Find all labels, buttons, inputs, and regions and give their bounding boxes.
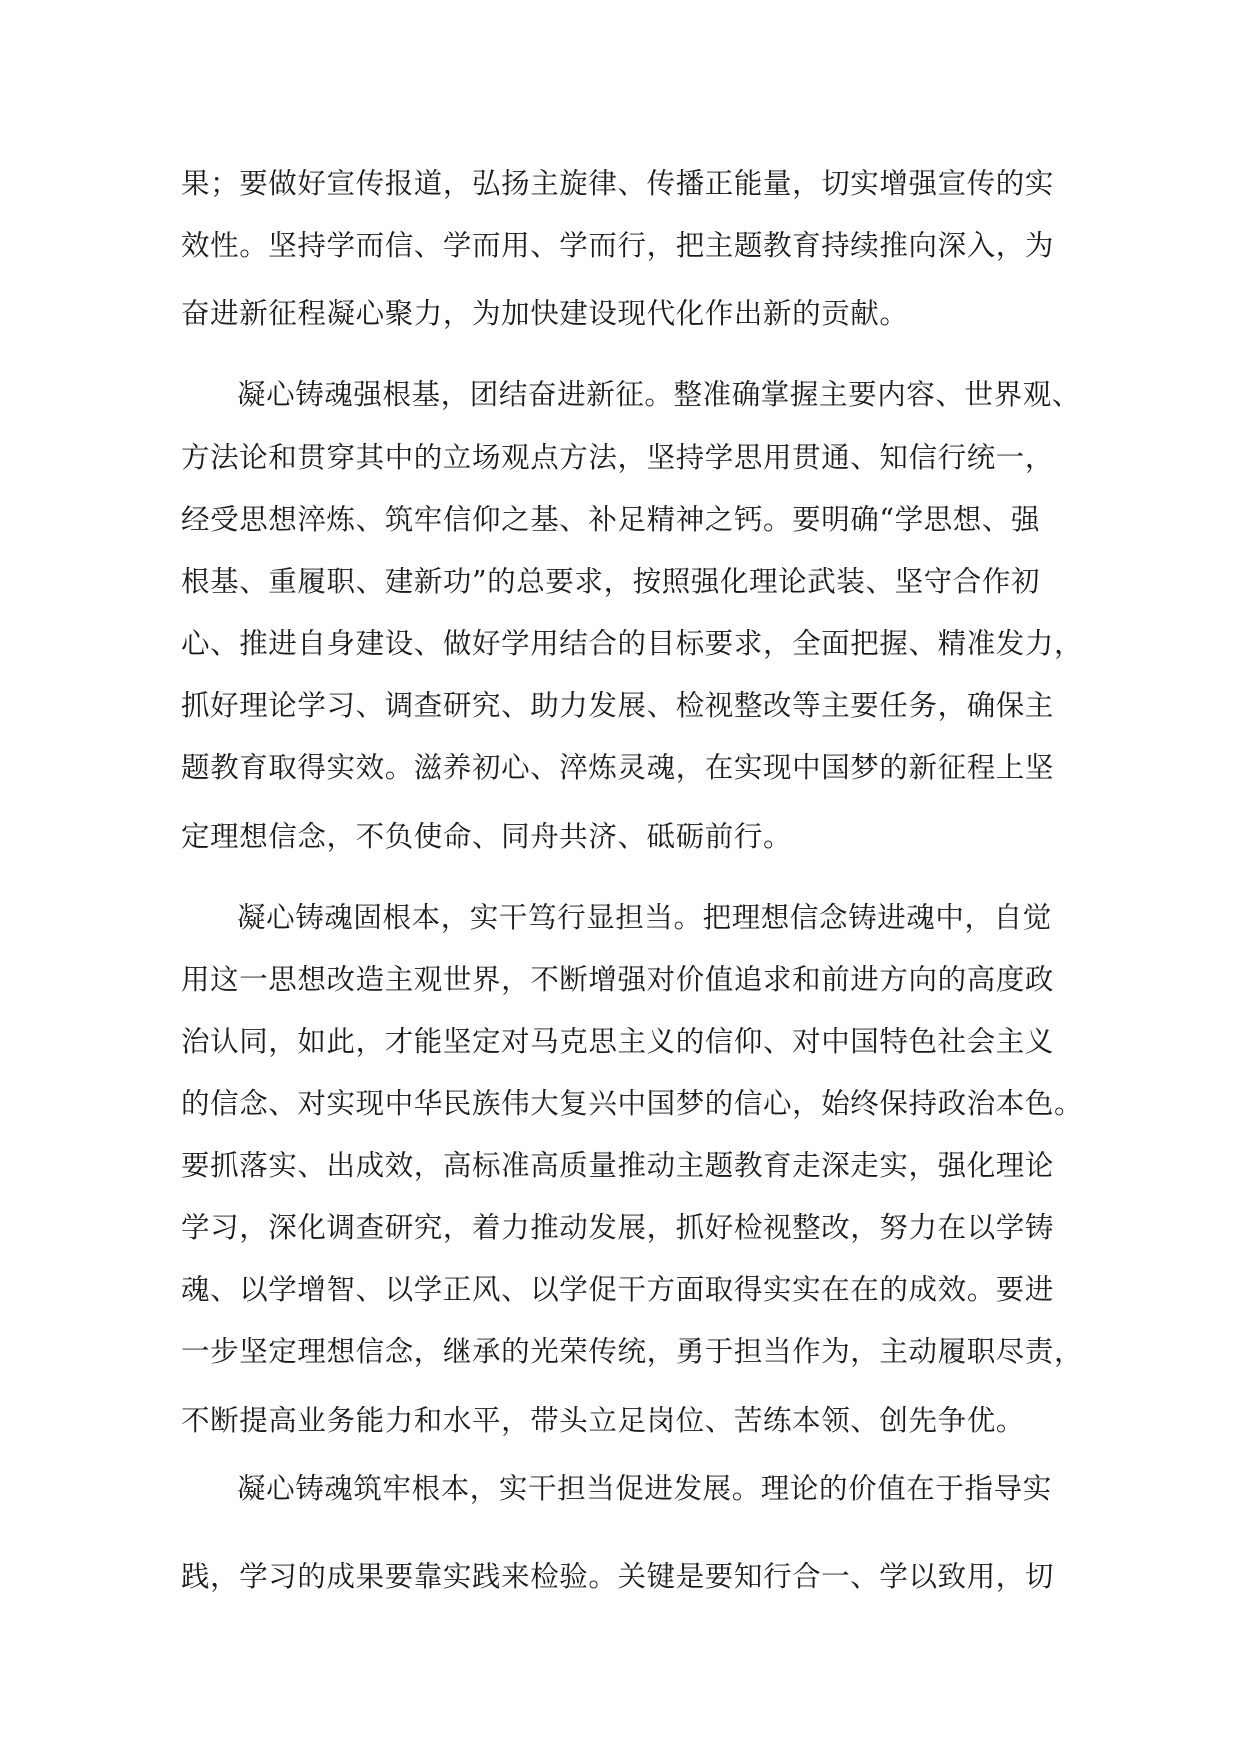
text-line: 果；要做好宣传报道，弘扬主旋律、传播正能量，切实增强宣传的实: [181, 167, 1055, 200]
text-line: 奋进新征程凝心聚力，为加快建设现代化作出新的贡献。: [181, 297, 909, 330]
text-line: 效性。坚持学而信、学而用、学而行，把主题教育持续推向深入，为: [181, 229, 1055, 262]
text-line: 要抓落实、出成效，高标准高质量推动主题教育走深走实，强化理论: [181, 1149, 1055, 1182]
text-line: 题教育取得实效。滋养初心、淬炼灵魂，在实现中国梦的新征程上坚: [181, 751, 1055, 784]
text-line: 经受思想淬炼、筑牢信仰之基、补足精神之钙。要明确“学思想、强: [181, 503, 1041, 536]
text-line: 学习，深化调查研究，着力推动发展，抓好检视整改，努力在以学铸: [181, 1211, 1055, 1244]
paragraph-first-line: 凝心铸魂固根本，实干笃行显担当。把理想信念铸进魂中，自觉: [237, 901, 1052, 934]
text-line: 心、推进自身建设、做好学用结合的目标要求，全面把握、精准发力，: [181, 627, 1084, 660]
text-line: 魂、以学增智、以学正风、以学促干方面取得实实在在的成效。要进: [181, 1273, 1055, 1306]
paragraph-first-line: 凝心铸魂强根基，团结奋进新征。整准确掌握主要内容、世界观、: [237, 378, 1081, 411]
text-line: 践，学习的成果要靠实践来检验。关键是要知行合一、学以致用，切: [181, 1560, 1055, 1593]
text-line: 根基、重履职、建新功”的总要求，按照强化理论武装、坚守合作初: [181, 565, 1041, 598]
text-line: 一步坚定理想信念，继承的光荣传统，勇于担当作为，主动履职尽责，: [181, 1335, 1084, 1368]
paragraph-first-line: 凝心铸魂筑牢根本，实干担当促进发展。理论的价值在于指导实: [237, 1472, 1052, 1505]
text-line: 定理想信念，不负使命、同舟共济、砥砺前行。: [181, 820, 793, 853]
text-line: 方法论和贯穿其中的立场观点方法，坚持学思用贯通、知信行统一，: [181, 441, 1055, 474]
text-line: 用这一思想改造主观世界，不断增强对价值追求和前进方向的高度政: [181, 963, 1055, 996]
text-line: 的信念、对实现中华民族伟大复兴中国梦的信心，始终保持政治本色。: [181, 1087, 1084, 1120]
text-line: 不断提高业务能力和水平，带头立足岗位、苦练本领、创先争优。: [181, 1404, 1025, 1437]
text-line: 抓好理论学习、调查研究、助力发展、检视整改等主要任务，确保主: [181, 689, 1055, 722]
text-line: 治认同，如此，才能坚定对马克思主义的信仰、对中国特色社会主义: [181, 1025, 1055, 1058]
